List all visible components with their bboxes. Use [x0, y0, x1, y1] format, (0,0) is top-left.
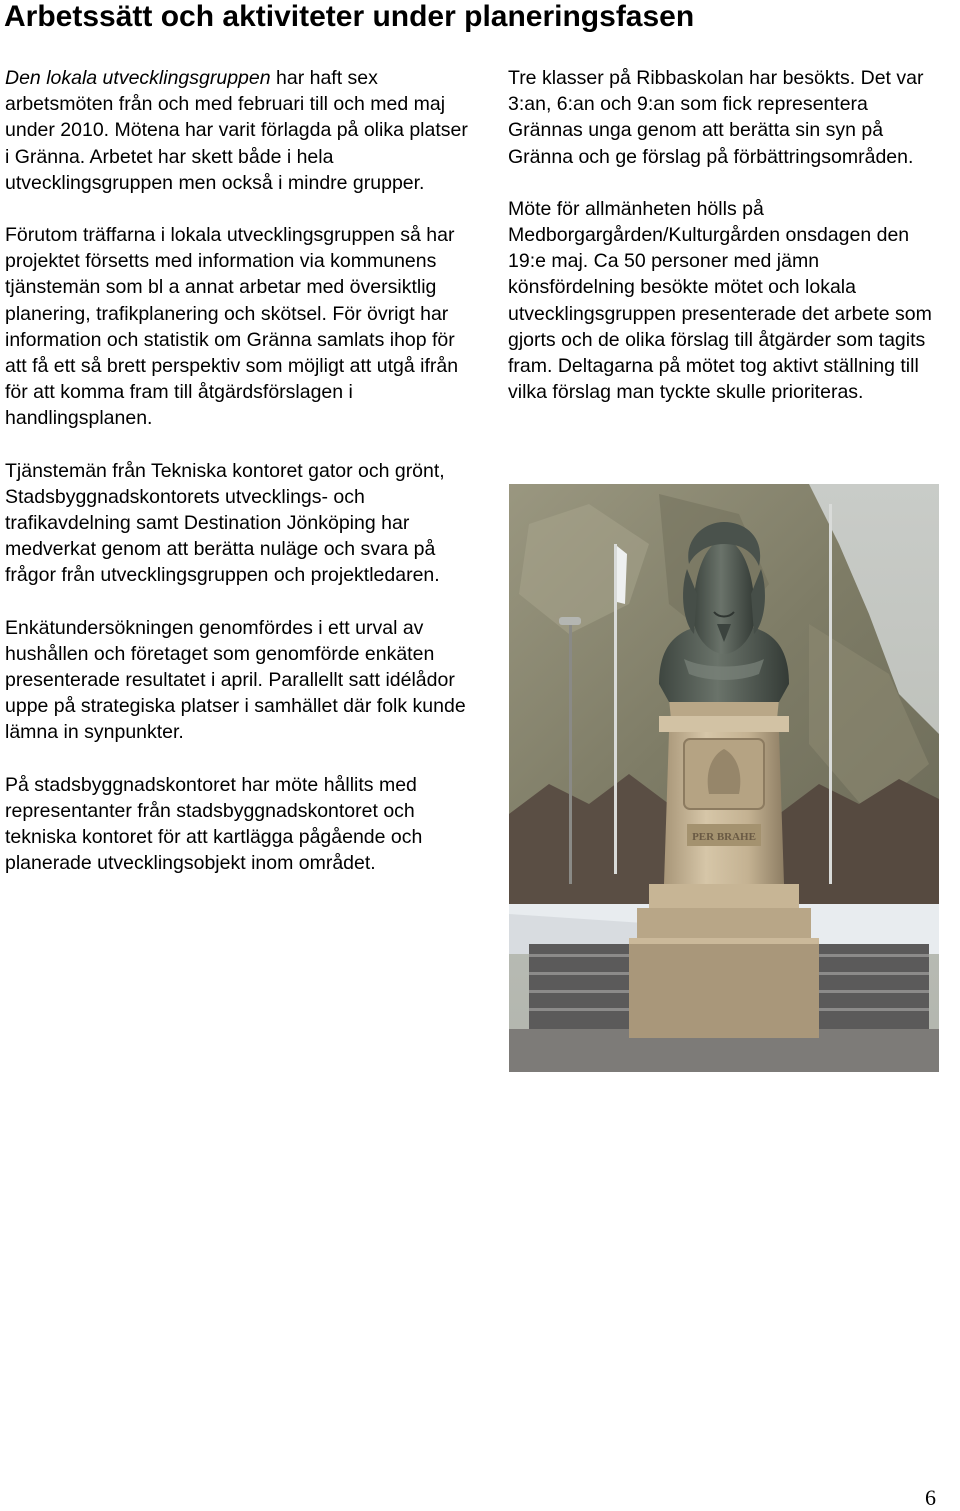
intro-emphasis: Den lokala utvecklingsgruppen	[5, 67, 271, 89]
lamp-post	[569, 624, 572, 884]
pedestal-cornice	[659, 716, 789, 732]
pedestal-plinth	[629, 938, 819, 1038]
statue-illustration	[509, 484, 939, 1072]
school-visit-paragraph: Tre klasser på Ribbaskolan har besökts. Det var 3:an, 6:an och 9:an som fick representera Grännas unga genom att berätta sin syn på Gränna och ge förslag på förbättringsområden.	[508, 67, 924, 168]
page-heading: Arbetssätt och aktiviteter under planeringsfasen	[4, 0, 695, 33]
intro-paragraph	[5, 65, 470, 196]
left-column	[5, 65, 470, 902]
flagpole-right	[829, 504, 832, 884]
pedestal-base	[637, 908, 811, 938]
statue-photo	[509, 484, 939, 1072]
plaque-text: PER BRAHE	[692, 831, 756, 843]
officials-paragraph: Tjänstemän från Tekniska kontoret gator och grönt, Stadsbyggnadskontorets utvecklings- och trafikavdelning samt Destination Jönköping har medverkat genom att berätta nuläge och svara på frågor från utvecklingsgruppen och projektledaren.	[5, 459, 445, 587]
right-column	[508, 65, 948, 431]
intro-text: har haft sex arbetsmöten från och med februari till och med maj under 2010. Mötena har varit förlagda på olika platser i Gränna. Arbetet har skett både i hela utvecklingsgruppen men också i mindre grupper.	[5, 67, 468, 194]
pedestal-base-upper	[649, 884, 799, 908]
page-number: 6	[925, 1485, 936, 1510]
lamp-head	[559, 617, 581, 625]
information-paragraph: Förutom träffarna i lokala utvecklingsgruppen så har projektet försetts med information via kommunens tjänstemän som bl a annat arbetar med översiktlig planering, trafikplanering och skötsel. För övrigt har information och statistik om Gränna samlats ihop för att få ett så brett perspektiv som möjligt att utgå ifrån för att komma fram till åtgärdsförslagen i handlingsplanen.	[5, 224, 459, 430]
flagpole-left	[614, 544, 617, 874]
plinth-edge	[629, 938, 819, 944]
public-meeting-paragraph: Möte för allmänheten hölls på Medborgargården/Kulturgården onsdagen den 19:e maj. Ca 50 personer med jämn könsfördelning besökte mötet och lokala utvecklingsgruppen presenterade det arbete som gjorts och de olika förslag till åtgärder som tagits fram. Deltagarna på mötet tog aktivt ställning till vilka förslag man tyckte skulle prioriteras.	[508, 197, 932, 404]
planning-office-paragraph: På stadsbyggnadskontoret har möte hållits med representanter från stadsbyggnadskontoret och tekniska kontoret för att kartlägga pågående och planerade utvecklingsobjekt inom området.	[5, 773, 423, 875]
survey-paragraph: Enkätundersökningen genomfördes i ett urval av hushållen och företaget som genomförde enkäten presenterade resultatet i april. Parallellt satt idélådor uppe på strategiska platser i samhället där folk kunde lämna in synpunkter.	[5, 616, 466, 744]
